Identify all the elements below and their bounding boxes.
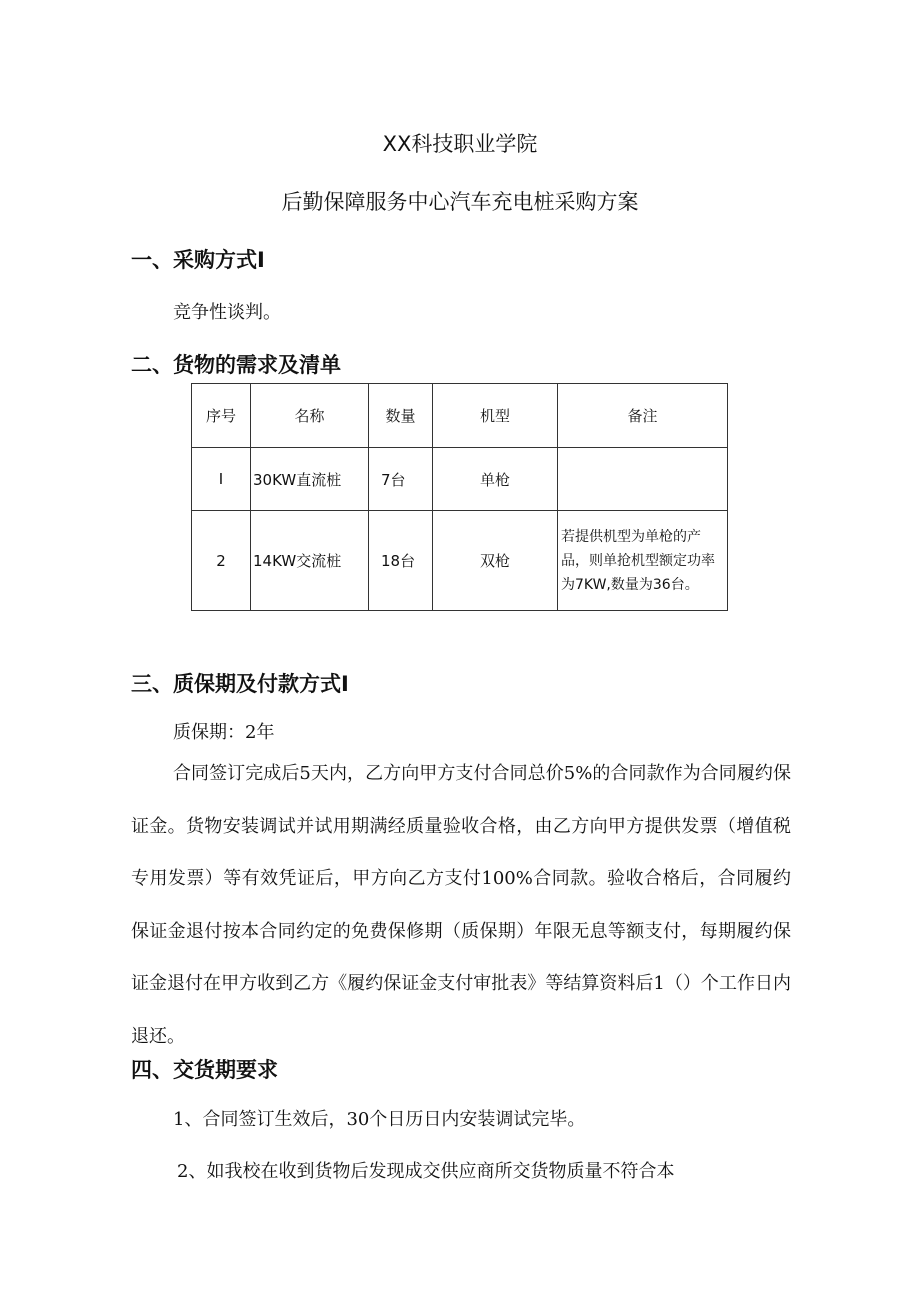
table-header-row [192, 384, 728, 448]
table-row [192, 511, 728, 611]
goods-table [191, 383, 728, 611]
header-cell-model: 机型 [433, 384, 558, 448]
cell-qty: 7台 [369, 448, 433, 511]
section-heading-procurement-method: 一、采购方式I [131, 248, 265, 272]
cell-qty: 18台 [369, 511, 433, 611]
cell-model: 单枪 [433, 448, 558, 511]
warranty-period-text: 质保期：2年 [173, 722, 275, 743]
document-title-school: XX科技职业学院 [382, 132, 538, 156]
payment-terms-paragraph: 合同签订完成后5天内，乙方向甲方支付合同总价5%的合同款作为合同履约保证金。货物安装调试并试用期满经质量验收合格，由乙方向甲方提供发票（增值税专用发票）等有效凭证后，甲方向乙方支付100%合同款。验收合格后，合同履约保证金退付按本合同约定的免费保修期（质保期）年限无息等额支付，每期履约保证金退付在甲方收到乙方《履约保证金支付审批表》等结算资料后1（）个工作日内退还。 [131, 763, 791, 1047]
cell-name: 14KW交流桩 [251, 511, 369, 611]
document-title-plan: 后勤保障服务中心汽车充电桩采购方案 [281, 190, 639, 214]
cell-no: I [192, 448, 251, 511]
cell-note [558, 448, 728, 511]
header-cell-qty: 数量 [369, 384, 433, 448]
delivery-item-2: 2、如我校在收到货物后发现成交供应商所交货物质量不符合本 [177, 1161, 675, 1182]
section-heading-delivery: 四、交货期要求 [131, 1058, 278, 1082]
cell-name: 30KW直流桩 [251, 448, 369, 511]
cell-model: 双枪 [433, 511, 558, 611]
delivery-item-1: 1、合同签订生效后，30个日历日内安装调试完毕。 [173, 1109, 586, 1130]
table-row [192, 448, 728, 511]
section-heading-goods-list: 二、货物的需求及清单 [131, 353, 341, 377]
cell-note: 若提供机型为单枪的产品，则单抢机型额定功率为7KW,数量为36台。 [558, 511, 728, 611]
procurement-method-text: 竞争性谈判。 [173, 302, 281, 323]
header-cell-name: 名称 [251, 384, 369, 448]
section-heading-warranty-payment: 三、质保期及付款方式I [131, 672, 349, 696]
header-cell-note: 备注 [558, 384, 728, 448]
header-cell-no: 序号 [192, 384, 251, 448]
cell-no: 2 [192, 511, 251, 611]
